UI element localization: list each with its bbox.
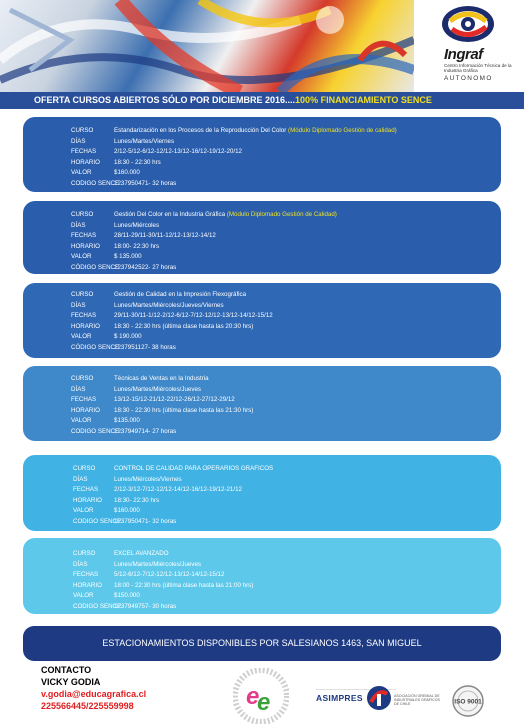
field-label: HORARIO [71,322,100,330]
course-row-dias [23,221,501,232]
course-row-horario [23,496,501,507]
course-row-valor [23,168,501,179]
header-artwork [0,0,414,92]
course-dates: 13/12-15/12-21/12-22/12-26/12-27/12-29/12 [114,396,235,403]
field-label: CURSO [71,211,94,218]
course-price: $160.000 [114,507,140,514]
iso-label: ISO 9001 [454,698,482,706]
course-schedule: 18:30 - 22:30 hrs (última clase hasta las 20:30 hrs) [114,322,254,330]
field-label: CURSO [71,291,94,298]
field-label: CODIGO SENCE [71,427,120,435]
field-label: FECHAS [71,148,97,155]
course-row-codigo [23,427,501,438]
course-row-fechas [23,311,501,322]
course-row-valor [23,591,501,602]
course-row-horario [23,322,501,333]
course-days: Lunes/Martes/Miércoles/Jueves [114,560,202,568]
course-row-codigo [23,263,501,274]
field-label: DÍAS [73,560,88,568]
course-row-codigo [23,179,501,190]
field-label: VALOR [71,333,92,340]
course-schedule: 18:30 - 22:30 hrs [114,158,161,166]
field-label: CURSO [71,375,94,382]
course-dates: 28/11-29/11-30/11-12/12-13/12-14/12 [114,232,216,239]
ingraf-subtitle: Centro Información Técnica de la Industria Gráfica [444,63,512,74]
field-label: CODIGO SENCE [71,179,120,187]
course-row-horario [23,158,501,169]
centro-envases-logo [233,668,289,724]
contact-phones: 225566445/225559998 [41,701,134,711]
field-label: DÍAS [71,301,86,309]
course-card [23,455,501,531]
banner-text: OFERTA CURSOS ABIERTOS SÓLO POR DICIEMBRE 2016.... [34,95,296,105]
course-row-valor [23,416,501,427]
field-label: CODIGO SENCE [73,602,122,610]
asimpres-subtitle: ASOCIACIÓN GREMIAL DE INDUSTRIALES GRÁFICOS DE CHILE [394,694,440,707]
field-label: FECHAS [73,486,99,493]
course-sence-code: 1237949757- 30 horas [114,602,177,610]
field-label: FECHAS [73,571,99,578]
course-row-valor [23,252,501,263]
contact-title: CONTACTO [41,665,92,675]
field-label: VALOR [73,507,94,514]
field-label: DÍAS [71,385,86,393]
course-row-dias [23,560,501,571]
field-label: CURSO [73,550,96,557]
field-label: HORARIO [71,406,100,414]
field-label: CURSO [71,127,94,134]
course-dates: 29/11-30/11-1/12-2/12-6/12-7/12-12/12-13/12-14/12-15/12 [114,312,273,319]
course-row-fechas [23,147,501,158]
abstract-art-image [0,0,414,92]
course-row-curso [23,549,501,560]
iso-9001-badge [451,684,485,718]
course-price: $160.000 [114,169,140,176]
svg-text:e: e [246,683,260,710]
offer-banner [0,92,524,109]
course-card [23,366,501,441]
course-days: Lunes/Martes/Miércoles/Jueves/Viernes [114,301,224,309]
field-label: HORARIO [71,242,100,250]
field-label: FECHAS [71,312,97,319]
ingraf-logo [414,0,524,92]
course-card [23,538,501,614]
field-label: VALOR [71,253,92,260]
ingraf-tagline: AUTONOMO [444,75,493,82]
course-title: CONTROL DE CALIDAD PARA OPERARIOS GRAFICOS [114,465,274,472]
field-label: HORARIO [73,496,102,504]
banner-highlight: 100% FINANCIAMIENTO SENCE [295,95,432,105]
course-sence-code: 1237942522- 27 horas [114,263,177,271]
course-sence-code: 1237950471- 32 horas [114,179,177,187]
field-label: CÓDIGO SENCE [71,343,120,351]
course-title: Estandarización en los Procesos de la Reproducción Del Color (Módulo Diplomado Gestión de calidad) [114,127,397,134]
course-price: $ 135.000 [114,253,142,260]
field-label: VALOR [71,417,92,424]
parking-banner: ESTACIONAMIENTOS DISPONIBLES POR SALESIANOS 1463, SAN MIGUEL [23,626,501,661]
course-days: Lunes/Miércoles/Viernes [114,475,182,483]
contact-name: VICKY GODIA [41,677,101,687]
course-sence-code: 1237951127- 38 horas [114,343,176,351]
course-price: $135.000 [114,417,140,424]
field-label: FECHAS [71,396,97,403]
contact-block [41,664,146,712]
course-row-valor [23,506,501,517]
ingraf-wordmark: Ingraf [444,46,483,63]
course-title: EXCEL AVANZADO [114,550,169,557]
course-days: Lunes/Miércoles [114,221,160,229]
course-row-codigo [23,343,501,354]
field-label: CÓDIGO SENCE [71,263,120,271]
field-label: HORARIO [73,581,102,589]
field-label: HORARIO [71,158,100,166]
course-row-dias [23,475,501,486]
course-price: $150.000 [114,592,140,599]
course-note: (Módulo Diplomado Gestión de Calidad) [226,211,337,218]
course-title: Técnicas de Ventas en la Industria [114,375,209,382]
field-label: CURSO [73,465,96,472]
course-row-curso [23,374,501,385]
course-row-fechas [23,570,501,581]
course-row-fechas [23,231,501,242]
course-row-dias [23,301,501,312]
course-dates: 5/12-6/12-7/12-12/12-13/12-14/12-15/12 [114,571,225,578]
course-card [23,283,501,358]
course-row-curso [23,464,501,475]
course-row-curso [23,290,501,301]
course-title: Gestión de Calidad en la Impresión Flexográfica [114,291,247,298]
field-label: DÍAS [71,137,86,145]
course-row-dias [23,137,501,148]
course-row-codigo [23,517,501,528]
course-row-horario [23,406,501,417]
field-label: VALOR [73,592,94,599]
course-row-horario [23,581,501,592]
field-label: CODIGO SENCE [73,517,122,525]
field-label: DÍAS [73,475,88,483]
course-row-dias [23,385,501,396]
course-dates: 2/12-5/12-6/12-12/12-13/12-16/12-19/12-20/12 [114,148,242,155]
asimpres-emblem-icon [365,684,393,712]
course-row-codigo [23,602,501,613]
course-schedule: 18:00- 22:30 hrs [114,242,160,250]
course-note: (Módulo Diplomado Gestión de calidad) [288,127,397,134]
course-row-curso [23,126,501,137]
course-card [23,117,501,192]
contact-email-link[interactable]: v.godia@educagrafica.cl [41,689,147,699]
course-dates: 2/12-3/12-7/12-12/12-14/12-16/12-19/12-21/12 [114,486,242,493]
course-days: Lunes/Martes/Viernes [114,137,175,145]
field-label: FECHAS [71,232,97,239]
course-title: Gestión Del Color en la Industria Gráfica (Módulo Diplomado Gestión de Calidad) [114,211,337,218]
course-card [23,201,501,274]
asimpres-wordmark: ASIMPRES [316,693,363,703]
course-row-valor [23,332,501,343]
course-price: $ 190.000 [114,333,142,340]
field-label: VALOR [71,169,92,176]
svg-text:e: e [257,689,271,716]
course-schedule: 18:30- 22:30 hrs [114,496,160,504]
course-schedule: 18:30 - 22:30 hrs (última clase hasta las 21:30 hrs) [114,406,254,414]
course-row-curso [23,210,501,221]
course-sence-code: 1237950471- 32 horas [114,517,177,525]
course-row-fechas [23,395,501,406]
field-label: DÍAS [71,221,86,229]
course-row-horario [23,242,501,253]
course-schedule: 18:00 - 22:30 hrs (última clase hasta las 21:00 hrs) [114,581,254,589]
ingraf-eye-icon [440,3,496,45]
course-days: Lunes/Martes/Miércoles/Jueves [114,385,202,393]
course-sence-code: 1237949714- 27 horas [114,427,177,435]
course-row-fechas [23,485,501,496]
